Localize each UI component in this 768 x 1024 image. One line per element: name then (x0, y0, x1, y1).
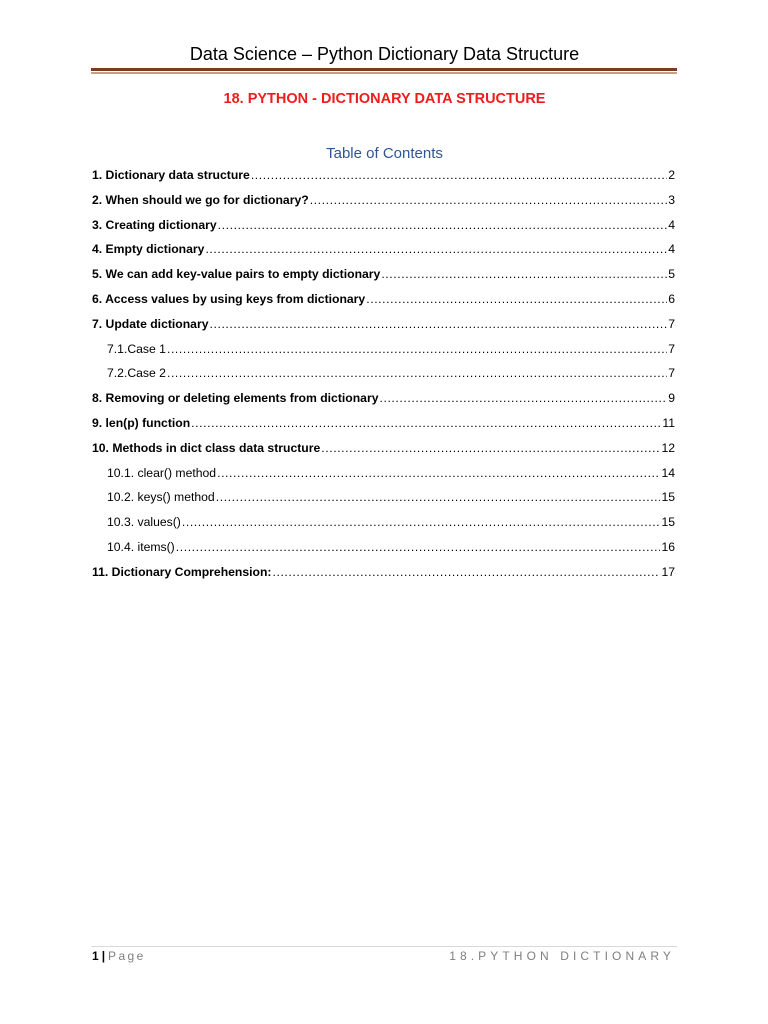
toc-entry[interactable] (92, 562, 675, 587)
toc-dot-leader (176, 538, 661, 556)
toc-entry-label: 3. Creating dictionary (92, 217, 217, 232)
toc-entry-label: 1. Dictionary data structure (92, 168, 250, 182)
toc-entry[interactable] (92, 314, 675, 339)
toc-entry-page-number: 12 (661, 440, 675, 455)
toc-entry-label: 10.1. clear() method (107, 465, 217, 480)
toc-entry[interactable] (92, 463, 675, 488)
toc-entry-page-number: 7 (668, 366, 675, 381)
toc-dot-leader (182, 513, 661, 531)
toc-dot-leader (217, 464, 660, 482)
toc-dot-leader (205, 240, 667, 258)
toc-dot-leader (381, 265, 667, 283)
toc-entry[interactable] (92, 289, 675, 314)
toc-entry[interactable] (92, 264, 675, 289)
toc-dot-leader (191, 414, 661, 432)
toc-entry-page-number: 4 (668, 242, 675, 257)
toc-entry-label: 10.3. values() (107, 515, 181, 530)
header-rule (91, 68, 677, 71)
toc-entry-page-number: 4 (668, 217, 675, 232)
toc-entry-page-number: 2 (668, 168, 675, 182)
toc-entry-label: 4. Empty dictionary (92, 242, 205, 257)
toc-entry[interactable] (92, 487, 675, 512)
toc-entry-page-number: 15 (661, 490, 675, 505)
toc-dot-leader (379, 389, 667, 407)
footer-page-word: Page (108, 949, 146, 963)
toc-dot-leader (167, 340, 667, 358)
toc-entry-page-number: 6 (668, 291, 675, 306)
toc-entry[interactable] (92, 388, 675, 413)
document-title: 18. PYTHON - DICTIONARY DATA STRUCTURE (223, 91, 546, 107)
toc-entry[interactable] (92, 339, 675, 364)
toc-dot-leader (251, 166, 667, 184)
toc-entry[interactable] (92, 239, 675, 264)
table-of-contents (92, 165, 675, 587)
toc-dot-leader (167, 364, 667, 382)
toc-entry-page-number: 15 (661, 515, 675, 530)
toc-entry[interactable] (92, 190, 675, 215)
toc-entry-page-number: 11 (662, 415, 675, 430)
toc-entry-page-number: 17 (661, 564, 675, 579)
toc-entry-page-number: 7 (668, 316, 675, 331)
toc-dot-leader (321, 439, 660, 457)
footer-chapter-label: 18.PYTHON DICTIONARY (449, 949, 675, 963)
toc-entry[interactable] (92, 165, 675, 190)
running-header-title: Data Science – Python Dictionary Data Structure (189, 44, 580, 64)
toc-entry-page-number: 3 (668, 192, 675, 207)
toc-entry-label: 2. When should we go for dictionary? (92, 192, 309, 207)
toc-entry[interactable] (92, 512, 675, 537)
toc-entry-page-number: 16 (661, 539, 675, 554)
toc-entry[interactable] (92, 413, 675, 438)
footer-rule (91, 946, 677, 947)
toc-entry-label: 10.2. keys() method (107, 490, 215, 505)
toc-entry[interactable] (92, 537, 675, 562)
toc-entry-label: 7.1.Case 1 (107, 341, 166, 356)
toc-dot-leader (218, 216, 668, 234)
toc-dot-leader (216, 488, 661, 506)
toc-entry-label: 8. Removing or deleting elements from dictionary (92, 391, 379, 406)
toc-entry-label: 10.4. items() (107, 539, 175, 554)
toc-entry-label: 6. Access values by using keys from dictionary (92, 291, 366, 306)
footer-page-number: 1 (92, 949, 99, 963)
toc-entry[interactable] (92, 363, 675, 388)
toc-dot-leader (209, 315, 667, 333)
toc-heading: Table of Contents (326, 145, 443, 162)
toc-entry-page-number: 14 (661, 465, 675, 480)
toc-entry-label: 11. Dictionary Comprehension: (92, 564, 272, 579)
toc-entry-label: 9. len(p) function (92, 415, 191, 430)
toc-dot-leader (272, 563, 660, 581)
footer-page-indicator (92, 948, 146, 964)
toc-entry-label: 7.2.Case 2 (107, 366, 166, 381)
footer-separator: | (101, 949, 106, 963)
toc-entry-label: 7. Update dictionary (92, 316, 209, 331)
header-rule-shadow (91, 72, 677, 74)
toc-entry-page-number: 7 (668, 341, 675, 356)
toc-entry-page-number: 9 (668, 391, 675, 406)
toc-dot-leader (310, 191, 668, 209)
toc-entry[interactable] (92, 438, 675, 463)
toc-entry[interactable] (92, 215, 675, 240)
toc-dot-leader (366, 290, 667, 308)
toc-entry-label: 5. We can add key-value pairs to empty dictionary (92, 267, 381, 282)
toc-entry-page-number: 5 (668, 267, 675, 282)
toc-entry-label: 10. Methods in dict class data structure (92, 440, 321, 455)
